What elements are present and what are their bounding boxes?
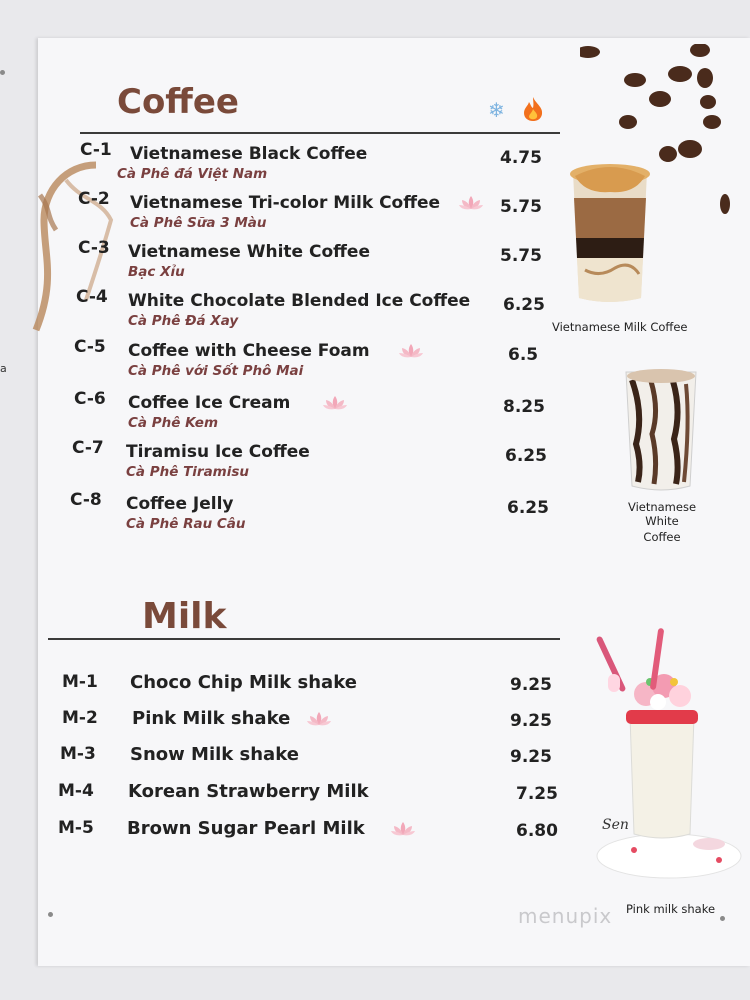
item-price: 9.25 (510, 711, 552, 731)
item-name: Pink Milk shake (132, 708, 291, 729)
lotus-icon (390, 821, 416, 837)
item-code: C-3 (78, 238, 110, 258)
item-code: C-4 (76, 287, 108, 307)
lotus-icon (458, 195, 484, 211)
white-coffee-caption-line2: Coffee (643, 530, 681, 544)
item-name: Vietnamese Tri-color Milk Coffee (130, 193, 441, 213)
item-vietnamese-name: Cà Phê với Sốt Phô Mai (128, 363, 304, 379)
coffee-section-divider (80, 132, 560, 134)
item-vietnamese-name: Cà Phê Rau Câu (126, 516, 246, 532)
item-vietnamese-name: Cà Phê Đá Xay (128, 313, 239, 329)
item-price: 8.25 (503, 397, 545, 417)
pink-milk-shake-caption: Pink milk shake (626, 902, 716, 916)
item-price: 4.75 (500, 148, 542, 168)
item-name: Vietnamese White Coffee (128, 242, 370, 262)
item-name: Coffee with Cheese Foam (128, 341, 370, 361)
item-price: 9.25 (510, 747, 552, 767)
item-name: Snow Milk shake (130, 744, 299, 765)
item-name: Tiramisu Ice Coffee (126, 442, 310, 462)
pink-milk-shake-photo (594, 624, 744, 884)
item-code: C-1 (80, 140, 112, 160)
menupix-watermark: menupix (518, 904, 613, 928)
item-price: 6.5 (508, 345, 539, 365)
snowflake-icon: ❄ (488, 98, 505, 122)
milk-coffee-caption: Vietnamese Milk Coffee (552, 320, 688, 334)
item-vietnamese-name: Cà Phê Tiramisu (126, 464, 250, 480)
item-price: 7.25 (516, 784, 558, 804)
shake-logo-text: Sen (602, 817, 629, 833)
white-coffee-caption (612, 500, 712, 544)
item-vietnamese-name: Bạc Xỉu (128, 264, 185, 280)
item-price: 9.25 (510, 675, 552, 695)
milk-section-divider (48, 638, 560, 640)
item-price: 5.75 (500, 197, 542, 217)
item-code: M-2 (62, 708, 98, 728)
item-name: White Chocolate Blended Ice Coffee (128, 291, 471, 311)
item-code: C-5 (74, 337, 106, 357)
item-price: 6.80 (516, 821, 558, 841)
item-name: Vietnamese Black Coffee (130, 144, 368, 164)
pin (720, 916, 725, 921)
vietnamese-white-coffee-photo (620, 364, 702, 496)
item-code: M-4 (58, 781, 94, 801)
item-name: Coffee Ice Cream (128, 393, 291, 413)
item-code: C-8 (70, 490, 102, 510)
coffee-section-title: Coffee (117, 82, 239, 122)
item-code: M-3 (60, 744, 96, 764)
pin (0, 70, 5, 75)
item-price: 5.75 (500, 246, 542, 266)
lotus-icon (398, 343, 424, 359)
item-name: Korean Strawberry Milk (128, 781, 369, 802)
lotus-icon (306, 711, 332, 727)
item-code: C-6 (74, 389, 106, 409)
vietnamese-milk-coffee-photo (565, 158, 655, 308)
item-name: Brown Sugar Pearl Milk (127, 818, 365, 839)
item-price: 6.25 (507, 498, 549, 518)
white-coffee-caption-line1: Vietnamese White (627, 500, 697, 528)
item-code: C-7 (72, 438, 104, 458)
fire-icon (522, 96, 544, 122)
item-vietnamese-name: Cà Phê đá Việt Nam (117, 166, 268, 182)
item-vietnamese-name: Cà Phê Sữa 3 Màu (130, 215, 267, 231)
item-code: C-2 (78, 189, 110, 209)
item-name: Coffee Jelly (126, 494, 234, 514)
item-price: 6.25 (505, 446, 547, 466)
item-vietnamese-name: Cà Phê Kem (128, 415, 219, 431)
item-price: 6.25 (503, 295, 545, 315)
pin (48, 912, 53, 917)
item-code: M-5 (58, 818, 94, 838)
lotus-icon (322, 395, 348, 411)
item-code: M-1 (62, 672, 98, 692)
left-edge-text: a (0, 362, 7, 375)
item-name: Choco Chip Milk shake (130, 672, 357, 693)
milk-section-title: Milk (142, 596, 227, 637)
